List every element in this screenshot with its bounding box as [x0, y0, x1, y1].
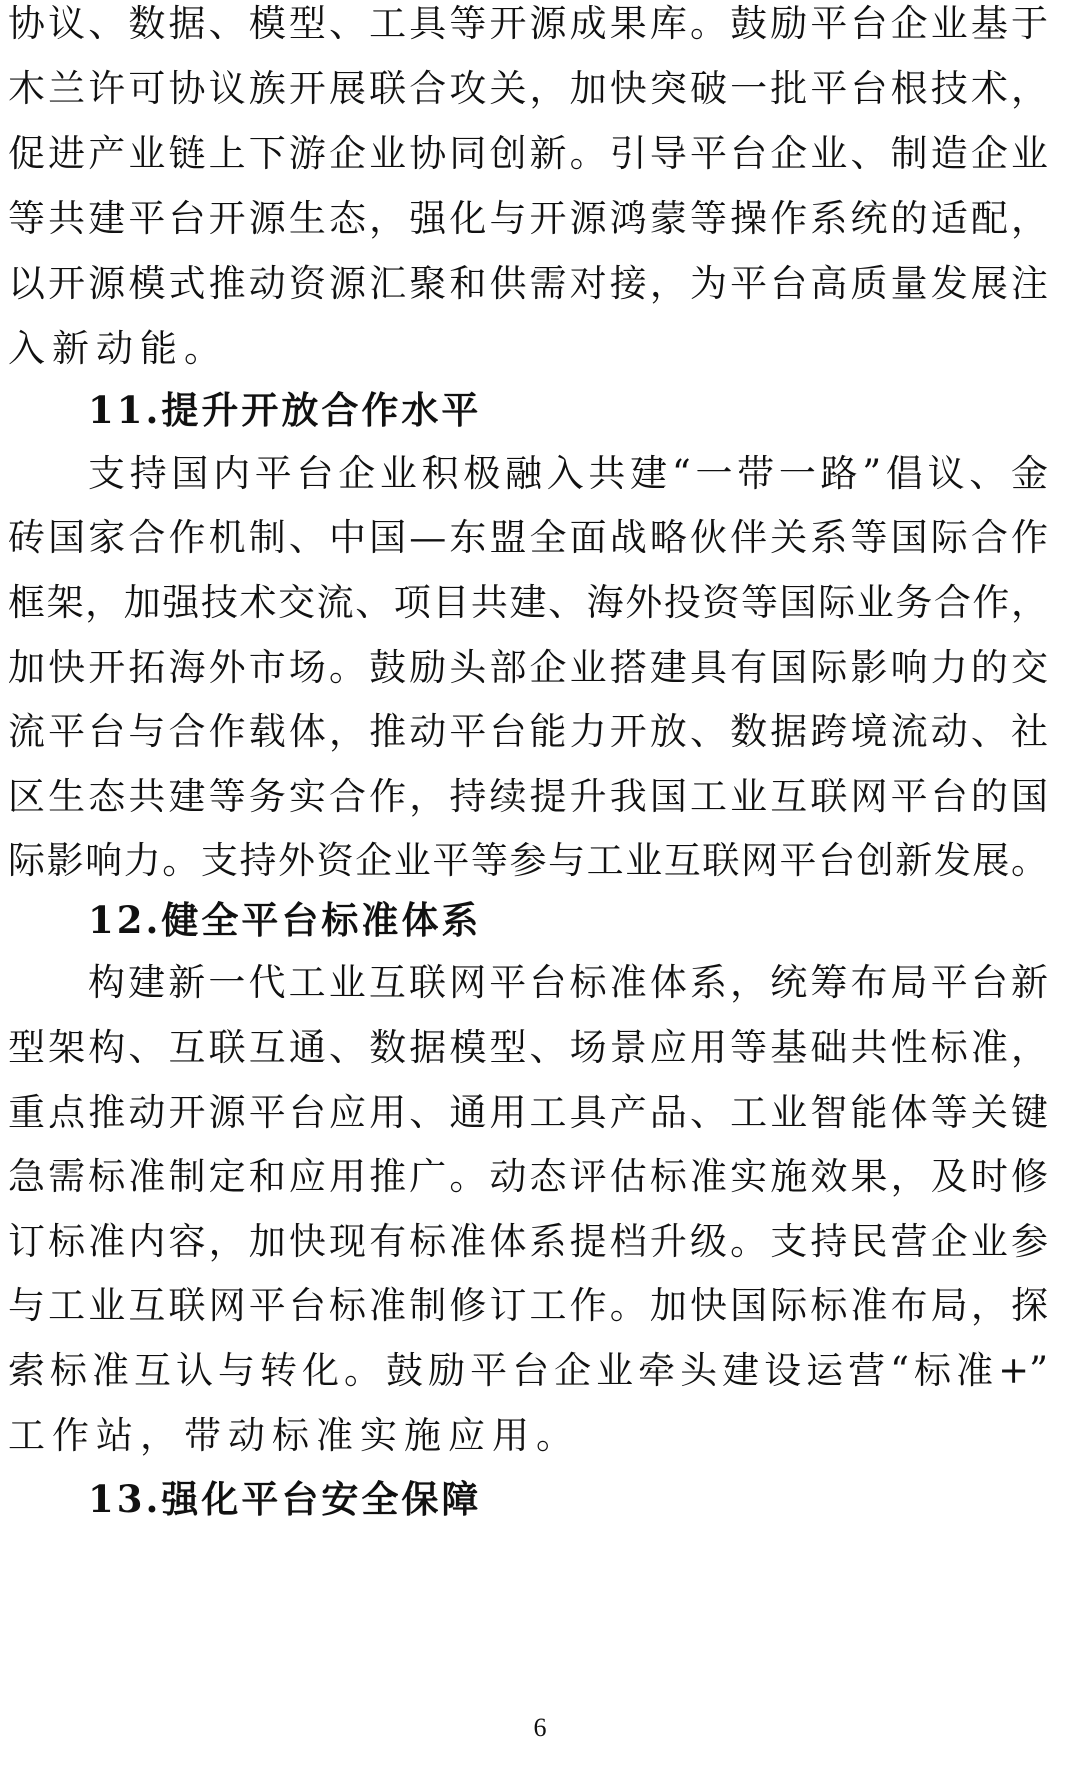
paragraph-line: 木兰许可协议族开展联合攻关，加快突破一批平台根技术， — [8, 67, 1048, 110]
paragraph-line: 工作站，带动标准实施应用。 — [8, 1414, 580, 1457]
paragraph-line: 重点推动开源平台应用、通用工具产品、工业智能体等关键 — [8, 1091, 1048, 1134]
paragraph-line: 加快开拓海外市场。鼓励头部企业搭建具有国际影响力的交 — [8, 646, 1048, 689]
page-number: 6 — [533, 1713, 547, 1742]
section-heading-12: 12.健全平台标准体系 — [88, 898, 482, 942]
paragraph-line: 框架，加强技术交流、项目共建、海外投资等国际业务合作， — [8, 581, 1048, 624]
paragraph-line: 索标准互认与转化。鼓励平台企业牵头建设运营“标准+” — [8, 1349, 1048, 1392]
paragraph-line: 型架构、互联互通、数据模型、场景应用等基础共性标准， — [8, 1026, 1048, 1069]
paragraph-line: 流平台与合作载体，推动平台能力开放、数据跨境流动、社 — [8, 710, 1048, 753]
paragraph-line: 与工业互联网平台标准制修订工作。加快国际标准布局，探 — [8, 1284, 1048, 1327]
paragraph-line: 支持国内平台企业积极融入共建“一带一路”倡议、金 — [88, 452, 1048, 495]
paragraph-line: 区生态共建等务实合作，持续提升我国工业互联网平台的国 — [8, 775, 1048, 818]
paragraph-line: 协议、数据、模型、工具等开源成果库。鼓励平台企业基于 — [8, 2, 1048, 45]
paragraph-line: 促进产业链上下游企业协同创新。引导平台企业、制造企业 — [8, 132, 1048, 175]
paragraph-line: 急需标准制定和应用推广。动态评估标准实施效果，及时修 — [8, 1155, 1048, 1198]
section-heading-13: 13.强化平台安全保障 — [88, 1477, 482, 1521]
paragraph-line: 构建新一代工业互联网平台标准体系，统筹布局平台新 — [88, 961, 1048, 1004]
paragraph-line: 际影响力。支持外资企业平等参与工业互联网平台创新发展。 — [8, 839, 1048, 882]
section-heading-11: 11.提升开放合作水平 — [88, 388, 482, 432]
paragraph-line: 等共建平台开源生态，强化与开源鸿蒙等操作系统的适配， — [8, 197, 1048, 240]
paragraph-line: 砖国家合作机制、中国—东盟全面战略伙伴关系等国际合作 — [8, 516, 1048, 559]
paragraph-line: 以开源模式推动资源汇聚和供需对接，为平台高质量发展注 — [8, 262, 1048, 305]
paragraph-line: 订标准内容，加快现有标准体系提档升级。支持民营企业参 — [8, 1220, 1048, 1263]
paragraph-line: 入新动能。 — [8, 327, 228, 370]
